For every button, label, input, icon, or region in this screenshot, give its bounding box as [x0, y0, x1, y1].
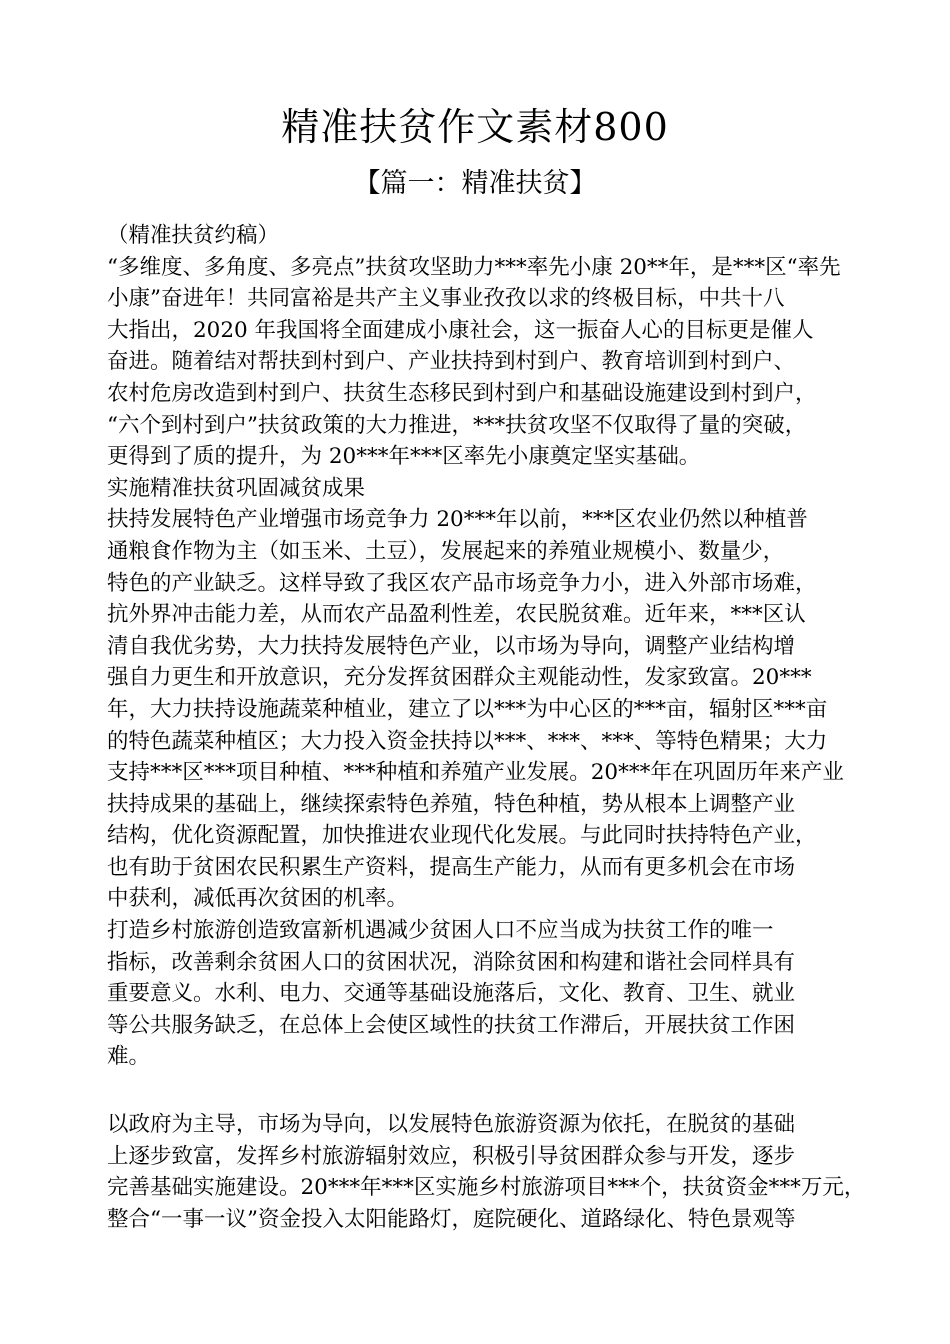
text-line: 难。	[107, 1044, 151, 1070]
text-line: 更得到了质的提升，为 20***年***区率先小康奠定坚实基础。	[107, 444, 701, 470]
document-subtitle: 【篇一：精准扶贫】	[353, 168, 597, 199]
text-line: 重要意义。水利、电力、交通等基础设施落后，文化、教育、卫生、就业	[107, 981, 796, 1007]
text-line: 扶持成果的基础上，继续探索特色养殖，特色种植，势从根本上调整产业	[107, 791, 796, 817]
text-line: 也有助于贫困农民积累生产资料，提高生产能力，从而有更多机会在市场	[107, 854, 796, 880]
text-line: 指标，改善剩余贫困人口的贫困状况，消除贫困和构建和谐社会同样具有	[107, 949, 796, 975]
document-title: 精准扶贫作文素材800	[281, 105, 669, 149]
text-line: 通粮食作物为主（如玉米、土豆），发展起来的养殖业规模小、数量少，	[107, 538, 785, 564]
text-line: 的特色蔬菜种植区；大力投入资金扶持以***、***、***、等特色精果；大力	[107, 728, 828, 754]
text-line: 结构，优化资源配置，加快推进农业现代化发展。与此同时扶持特色产业，	[107, 823, 817, 849]
text-line: 抗外界冲击能力差，从而农产品盈利性差，农民脱贫难。近年来，***区认	[107, 602, 806, 628]
text-line: 支持***区***项目种植、***种植和养殖产业发展。20***年在巩固历年来产业	[107, 760, 844, 786]
text-line: 奋进。随着结对帮扶到村到户、产业扶持到村到户、教育培训到村到户、	[107, 349, 796, 375]
body-section-1	[107, 220, 877, 1073]
text-line: 特色的产业缺乏。这样导致了我区农产品市场竞争力小，进入外部市场难，	[107, 570, 817, 596]
document-body	[107, 220, 877, 1235]
text-line: 以政府为主导，市场为导向，以发展特色旅游资源为依托，在脱贫的基础	[107, 1112, 796, 1138]
text-line: 打造乡村旅游创造致富新机遇减少贫困人口不应当成为扶贫工作的唯一	[107, 918, 774, 944]
text-line: 大指出，2020 年我国将全面建成小康社会，这一振奋人心的目标更是催人	[107, 317, 814, 343]
text-line: 清自我优劣势，大力扶持发展特色产业，以市场为导向，调整产业结构增	[107, 633, 796, 659]
text-line: 小康”奋进年！共同富裕是共产主义事业孜孜以求的终极目标，中共十八	[107, 286, 785, 312]
text-line: 扶持发展特色产业增强市场竞争力 20***年以前，***区农业仍然以种植普	[107, 507, 808, 533]
text-line: 实施精准扶贫巩固减贫成果	[107, 475, 366, 501]
text-line: （精准扶贫约稿）	[107, 223, 280, 248]
text-line: “多维度、多角度、多亮点”扶贫攻坚助力***率先小康 20**年，是***区“率先	[107, 254, 841, 280]
text-line: 强自力更生和开放意识，充分发挥贫困群众主观能动性，发家致富。20***	[107, 665, 812, 691]
paragraph-gap	[107, 1073, 877, 1109]
text-line: 整合“一事一议”资金投入太阳能路灯，庭院硬化、道路绿化、特色景观等	[107, 1206, 796, 1232]
text-line: 中获利，减低再次贫困的机率。	[107, 886, 409, 912]
body-section-2	[107, 1109, 877, 1235]
text-line: 等公共服务缺乏，在总体上会使区域性的扶贫工作滞后，开展扶贫工作困	[107, 1012, 796, 1038]
text-line: 完善基础实施建设。20***年***区实施乡村旅游项目***个，扶贫资金***万元，	[107, 1175, 866, 1201]
text-line: 农村危房改造到村到户、扶贫生态移民到村到户和基础设施建设到村到户，	[107, 380, 817, 406]
text-line: “六个到村到户”扶贫政策的大力推进，***扶贫攻坚不仅取得了量的突破，	[107, 412, 807, 438]
text-line: 年，大力扶持设施蔬菜种植业，建立了以***为中心区的***亩，辐射区***亩	[107, 696, 828, 722]
text-line: 上逐步致富，发挥乡村旅游辐射效应，积极引导贫困群众参与开发，逐步	[107, 1143, 796, 1169]
